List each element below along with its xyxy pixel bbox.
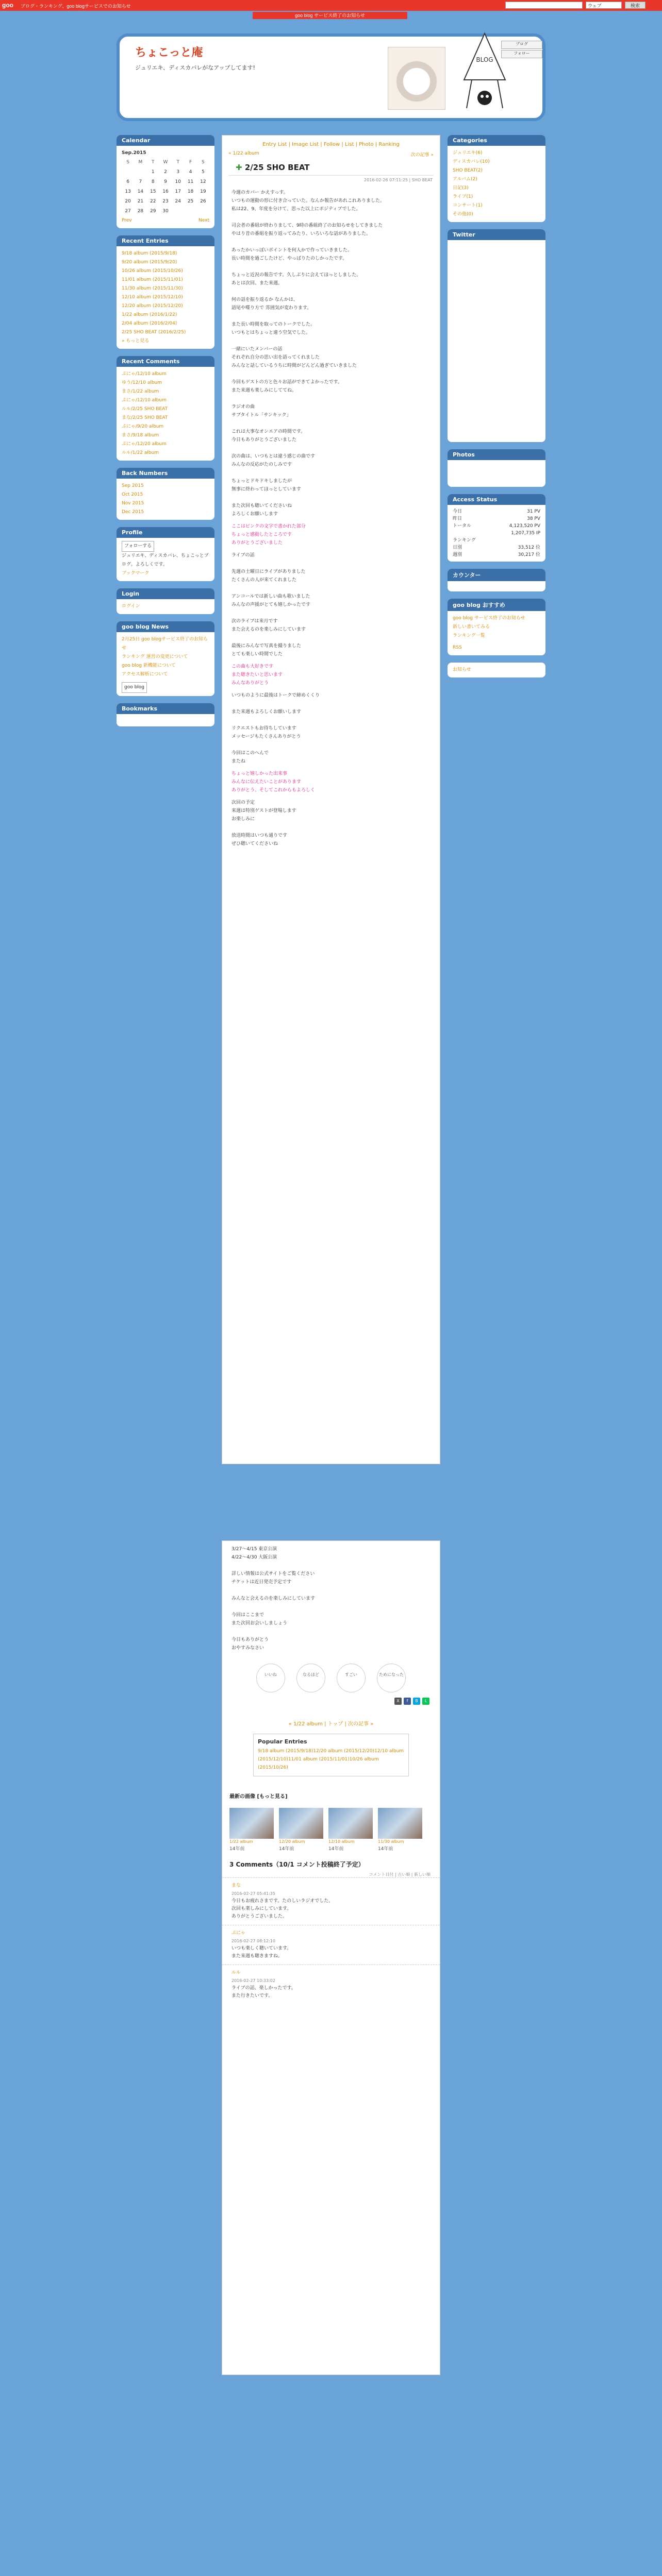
calendar-weekday: M	[138, 160, 143, 165]
category-link[interactable]: ジュリエキ(6)	[453, 150, 483, 156]
react-naruhodo-button[interactable]: なるほど	[296, 1664, 325, 1692]
category-link[interactable]: ディスカバレ(10)	[453, 159, 490, 164]
calendar-day[interactable]: 13	[125, 189, 131, 194]
follow-button[interactable]: フォローする	[122, 541, 154, 552]
entry-body-1: 今週のカバー かえすっす。 いつもの運動の形に付き合っていた。なんか報告があれこれありました。 私は22、9、年度を分けて、思った以上にポジティブでした。 司会者の番組が終わりまして、9時の番組終了のお知らせをしてきました やはり昔の番組を振り返ってみたり、いろいろな話がありました。 あったかいっぽいポイントを何人かで作っていきました。 長い時間を過ごしたけど、やっぱりたのしかったです。 ちょっと近況の報告です。久しぶりに会えてほっとしました。 あとは次回、また来週。	[231, 190, 385, 286]
search-button[interactable]: 検索	[625, 2, 646, 9]
recent-entry-link[interactable]: 9/20 album (2015/9/20)	[122, 260, 177, 265]
header-tab-blog[interactable]: ブログ	[501, 41, 542, 49]
calendar-day[interactable]: 8	[151, 179, 155, 184]
calendar-day[interactable]: 18	[187, 189, 194, 194]
recommend-box	[448, 599, 545, 655]
calendar-month: Sep.2015	[122, 150, 146, 156]
goo-logo[interactable]: goo	[2, 2, 13, 9]
calendar-day[interactable]: 9	[164, 179, 167, 184]
recent-image-thumb[interactable]	[229, 1808, 274, 1839]
category-link[interactable]: その他(0)	[453, 212, 473, 217]
recent-comment-link[interactable]: ルル/1/22 album	[122, 450, 159, 455]
header-photo	[388, 47, 445, 110]
calendar-day[interactable]: 19	[200, 189, 206, 194]
comment	[222, 1877, 440, 1925]
rss-link[interactable]: RSS	[453, 645, 462, 650]
recent-entry-link[interactable]: 10/26 album (2015/10/26)	[122, 268, 183, 274]
goo-news-link[interactable]: goo blog 新機能について	[122, 663, 176, 668]
bookmarks-box	[117, 703, 214, 726]
calendar-weekday: S	[126, 160, 129, 165]
comment-text: ライブの話、楽しかったです。 また行きたいです。	[231, 1986, 296, 1998]
recent-entry-link[interactable]: 11/30 album (2015/11/30)	[122, 286, 183, 291]
access-heading: Access Status	[448, 494, 545, 505]
access-row	[453, 530, 540, 537]
recent-entry-link[interactable]: 1/22 album (2016/1/22)	[122, 312, 177, 317]
calendar-week	[122, 167, 209, 177]
react-sugoi-button[interactable]: すごい	[337, 1664, 366, 1692]
category-link[interactable]: ライブ(1)	[453, 194, 473, 199]
calendar-day[interactable]: 4	[189, 170, 192, 175]
blog-sign-icon	[461, 31, 508, 113]
calendar-day[interactable]: 27	[125, 209, 131, 214]
calendar-day	[134, 167, 146, 177]
recommend-link[interactable]: ランキング一覧	[453, 633, 485, 638]
popular-entry-link[interactable]: 12/20 album (2015/12/20)	[313, 1749, 375, 1754]
recent-entries-more-link[interactable]: » もっと見る	[122, 338, 150, 344]
comments-heading: 3 Comments（10/1 コメント投稿終了予定）	[229, 1861, 365, 1868]
recent-image-age: 14年前	[378, 1846, 393, 1852]
access-label: 今日	[453, 509, 462, 514]
share-hatena-icon[interactable]: B	[413, 1698, 420, 1705]
recent-comment-link[interactable]: まな/2/25 SHO BEAT	[122, 415, 168, 420]
calendar-weekday: S	[201, 160, 205, 165]
entry-pink-2: この曲も大好きです また聴きたいと思います みんなありがとう	[231, 664, 283, 686]
main-entry-continued	[222, 1540, 440, 2375]
ranking-label: 週別	[453, 552, 462, 557]
entry-pink-3: ちょっと嬉しかった出来事 みんなに伝えたいことがあります ありがとう、そしてこれからもよろしく	[231, 771, 316, 793]
recommend-link[interactable]: goo blog サービス終了のお知らせ	[453, 616, 525, 621]
calendar-week	[122, 187, 209, 197]
right-sidebar	[448, 135, 545, 685]
comment-timestamp: 2016-02-27 10:33:02	[231, 1978, 275, 1983]
header-tab-follow[interactable]: フォロー	[501, 50, 542, 58]
blog-title[interactable]: ちょこっと庵	[135, 46, 203, 59]
category-link[interactable]: コンサート(1)	[453, 203, 483, 208]
popular-entry-link[interactable]: 12/10 album (2015/12/10)	[258, 1749, 404, 1762]
calendar-day[interactable]: 29	[150, 209, 156, 214]
recent-comment-link[interactable]: ルル/2/25 SHO BEAT	[122, 406, 168, 412]
share-line-icon[interactable]: L	[422, 1698, 429, 1705]
recent-entry-link[interactable]: 2/04 album (2016/2/04)	[122, 321, 177, 326]
reactions	[222, 1656, 440, 1692]
recent-comment-link[interactable]: ぷにゃ/12/10 album	[122, 371, 167, 377]
calendar-day[interactable]: 25	[187, 199, 194, 204]
recent-image-age: 14年前	[328, 1846, 344, 1852]
goo-badge[interactable]: goo blog	[122, 682, 147, 693]
popular-entry-link[interactable]: 9/18 album (2015/9/18)	[258, 1749, 313, 1754]
comment-author[interactable]: ぷにゃ	[231, 1930, 245, 1936]
backnumber-link[interactable]: Nov 2015	[122, 501, 144, 506]
calendar-week	[122, 207, 209, 216]
calendar-day[interactable]: 22	[150, 199, 156, 204]
recent-image[interactable]	[328, 1808, 373, 1852]
top-info[interactable]: ブログ・ランキング、goo blogサービスでのお知らせ	[21, 4, 131, 9]
calendar-next-link[interactable]: Next	[198, 218, 209, 223]
recent-image-age: 14年前	[279, 1846, 294, 1852]
search-scope-select[interactable]: ウェブ	[586, 2, 622, 9]
goo-news-heading: goo blog News	[117, 621, 214, 632]
backnumber-link[interactable]: Dec 2015	[122, 510, 144, 515]
recent-image-thumb[interactable]	[378, 1808, 422, 1839]
calendar-day[interactable]: 26	[200, 199, 206, 204]
access-label: トータル	[453, 523, 472, 529]
login-heading: Login	[117, 588, 214, 599]
categories-box	[448, 135, 545, 222]
recent-entry-link[interactable]: 12/20 album (2015/12/20)	[122, 303, 183, 309]
entry-nav-top[interactable]: Entry List | Image List | Follow | List | Photo | Ranking	[262, 142, 400, 147]
popular-entries	[253, 1734, 409, 1776]
ranking-value: 33,512 位	[518, 545, 540, 550]
calendar-day[interactable]: 23	[162, 199, 169, 204]
access-box	[448, 494, 545, 562]
recent-entries-heading: Recent Entries	[117, 235, 214, 246]
access-value: 31 PV	[527, 509, 540, 514]
react-like-button[interactable]: いいね	[256, 1664, 285, 1692]
calendar-day[interactable]: 16	[162, 189, 169, 194]
entry-body-2: 何の話を振り返るか なんかは、 語尾や喋り方で 雰囲気が変わります。 また長い時間を取ってのトークでした。 いつもとはちょっと違う空気でした。 一緒にいたメンバーの話 それぞれ自分の思い出を語ってくれました みんなと話しているうちに時間がどんどん過ぎていきました 今回もゲストの方と色々お話ができてよかったです。 また来週も楽しみにしててね。	[231, 297, 357, 393]
calendar-week	[122, 197, 209, 207]
calendar-day[interactable]: 12	[200, 179, 206, 184]
backnumbers-box	[117, 468, 214, 520]
comment-text: いつも楽しく聴いています。 また来週も聴きますね。	[231, 1946, 292, 1959]
calendar-day	[122, 167, 134, 177]
notice-link[interactable]: お知らせ	[453, 667, 471, 672]
calendar-weekday: T	[151, 160, 155, 165]
svg-text:BLOG: BLOG	[476, 56, 493, 63]
ranking-row	[453, 544, 540, 551]
recent-image[interactable]	[229, 1808, 274, 1852]
goo-news-link[interactable]: アクセス解析について	[122, 672, 168, 677]
share-x-icon[interactable]: X	[394, 1698, 402, 1705]
calendar-day[interactable]: 15	[150, 189, 156, 194]
calendar-day[interactable]: 28	[137, 209, 144, 214]
comment-text: 今日もお疲れさまです。たのしいラジオでした。 次回も楽しみにしています。 ありがとうございました。	[231, 1899, 334, 1919]
access-label: 昨日	[453, 516, 462, 521]
calendar-day[interactable]: 1	[151, 170, 155, 175]
recent-comment-link[interactable]: ぷにゃ/12/10 album	[122, 398, 167, 403]
entry-pink-1: ここはピンクの文字で書かれた部分 ちょっと感動したところです ありがとうございました	[231, 524, 306, 546]
notice-box	[448, 663, 545, 677]
recent-image-thumb[interactable]	[279, 1808, 323, 1839]
recent-entries-box	[117, 235, 214, 349]
ranking-row	[453, 551, 540, 558]
photos-heading: Photos	[448, 449, 545, 460]
entry-title-row	[228, 160, 434, 176]
calendar-day[interactable]: 11	[187, 179, 194, 184]
entry-body-5: いつものように最後はトークで締めくくり また来週もよろしくお願いします リクエストもお待ちしています メッセージもたくさんありがとう 今回はこのへんで またね	[231, 693, 320, 764]
share-facebook-icon[interactable]: f	[404, 1698, 411, 1705]
profile-heading: Profile	[117, 527, 214, 538]
comments-sort[interactable]: コメント日付 | 古い順 | 新しい順	[369, 1872, 431, 1877]
calendar-box	[117, 135, 214, 228]
calendar-day[interactable]: 21	[137, 199, 144, 204]
recent-image-caption[interactable]: 11/30 album	[378, 1839, 404, 1844]
recent-image-thumb[interactable]	[328, 1808, 373, 1839]
recent-comment-link[interactable]: ゆう/12/10 album	[122, 380, 162, 385]
calendar-day[interactable]: 5	[201, 170, 205, 175]
entry-body-3: ラジオの曲 サブタイトル「サンキック」 これは大事なオンエアの時間です。 今日もありがとうございました 次の曲は、いつもとは違う感じの曲です みんなの反応がたのしみです ちょっとドキドキしましたが 無事に終わってほっとしています また次回も聴いてくださいね よろしくお願いします	[231, 404, 316, 517]
calendar-day[interactable]: 10	[175, 179, 181, 184]
profile-bookmark-link[interactable]: ブックマーク	[122, 571, 150, 576]
comment-timestamp: 2016-02-27 08:12:10	[231, 1939, 275, 1943]
recent-image-caption[interactable]: 1/22 album	[229, 1839, 253, 1844]
goo-news-box	[117, 621, 214, 696]
access-value: 38 PV	[527, 516, 540, 521]
blog-description: ジュリエキ、ディスカバレがなアップしてます!	[135, 64, 255, 71]
share-row	[222, 1692, 440, 1710]
counter-box	[448, 569, 545, 591]
recent-images	[222, 1803, 440, 1852]
photos-box	[448, 449, 545, 487]
left-sidebar	[117, 135, 214, 734]
recent-comments-heading: Recent Comments	[117, 356, 214, 367]
entry-icon: ✚	[236, 163, 242, 172]
access-value: 4,123,520 PV	[509, 523, 540, 529]
backnumbers-heading: Back Numbers	[117, 468, 214, 479]
goo-news-link[interactable]: ランキング 運営の変更について	[122, 654, 188, 659]
calendar-heading: Calendar	[117, 135, 214, 146]
top-bar	[0, 0, 662, 11]
login-link[interactable]: ログイン	[122, 604, 140, 609]
calendar-table	[122, 158, 209, 216]
calendar-day[interactable]: 24	[175, 199, 181, 204]
access-row	[453, 522, 540, 530]
comment	[222, 1925, 440, 1964]
ranking-label: 日別	[453, 545, 462, 550]
calendar-weekday: W	[163, 160, 168, 165]
entry-body-6: 次回の予定 来週は特別ゲストが登場します お楽しみに 放送時間はいつも通りです ぜひ聴いてくださいね	[231, 800, 296, 846]
recent-comment-link[interactable]: まさ/1/22 album	[122, 389, 159, 394]
comment-author[interactable]: ルル	[231, 1970, 241, 1975]
prev-entry-link[interactable]: « 1/22 album	[228, 151, 259, 156]
bookmarks-heading: Bookmarks	[117, 703, 214, 714]
recommend-link[interactable]: 新しい書いてみる	[453, 624, 490, 630]
ranking-label: ランキング	[453, 538, 476, 543]
next-entry-link[interactable]: 次の記事 »	[410, 152, 434, 158]
popular-heading: Popular Entries	[258, 1738, 307, 1745]
service-notice-banner[interactable]: goo blog サービス終了のお知らせ	[253, 12, 407, 19]
popular-entry-link[interactable]: 11/01 album (2015/11/01)	[288, 1757, 350, 1762]
access-row	[453, 515, 540, 522]
goo-news-link[interactable]: 2月25日 goo blogサービス終了のお知らせ	[122, 637, 208, 651]
calendar-day[interactable]: 3	[176, 170, 180, 175]
recent-images-heading[interactable]: 最新の画像 [もっと見る]	[229, 1794, 288, 1800]
recent-entry-link[interactable]: 12/10 album (2015/12/10)	[122, 295, 183, 300]
entry-nav-bottom[interactable]: « 1/22 album | トップ | 次の記事 »	[288, 1721, 374, 1727]
calendar-day[interactable]: 7	[139, 179, 142, 184]
calendar-day	[197, 207, 209, 216]
recent-comment-link[interactable]: ぷにゃ/9/20 album	[122, 424, 164, 429]
calendar-day[interactable]: 30	[162, 209, 169, 214]
main-entry	[222, 135, 440, 1464]
recent-comment-link[interactable]: ぷにゃ/12/20 album	[122, 442, 167, 447]
category-link[interactable]: SHO BEAT(2)	[453, 168, 483, 173]
calendar-day[interactable]: 17	[175, 189, 181, 194]
recent-comments-box	[117, 356, 214, 461]
recent-entry-link[interactable]: 2/25 SHO BEAT (2016/2/25)	[122, 330, 186, 335]
calendar-day[interactable]: 20	[125, 199, 131, 204]
calendar-prev-link[interactable]: Prev	[122, 218, 132, 223]
entry-title[interactable]: 2/25 SHO BEAT	[244, 163, 310, 172]
popular-entry-link[interactable]: 10/26 album (2015/10/26)	[258, 1757, 379, 1770]
entry-meta: 2016-02-26 07:11:25 | SHO BEAT	[364, 178, 433, 182]
calendar-day	[172, 207, 184, 216]
calendar-day[interactable]: 14	[137, 189, 144, 194]
recent-comment-link[interactable]: まさ/9/18 album	[122, 433, 159, 438]
comment-author[interactable]: まな	[231, 1883, 241, 1888]
recent-image-age: 14年前	[229, 1846, 245, 1852]
recent-image-caption[interactable]: 12/20 album	[279, 1839, 305, 1844]
profile-text: ジュリエキ、ディスカバレ、ちょこっとブログ。よろしくです。	[122, 553, 209, 567]
react-tame-button[interactable]: ためになった	[377, 1664, 406, 1692]
entry-body-4: ライブの話 先週の土曜日にライブがありました たくさんの人が来てくれました アンコールでは新しい曲も歌いました みんなの声援がとても嬉しかったです 次のライブは来月です また会えるのを楽しみにしています 最後にみんなで写真を撮りました とても楽しい時間でした	[231, 553, 311, 657]
calendar-weekday: T	[176, 160, 180, 165]
recent-entry-link[interactable]: 11/01 album (2015/11/01)	[122, 277, 183, 282]
category-link[interactable]: アルバム(2)	[453, 177, 477, 182]
backnumber-link[interactable]: Oct 2015	[122, 492, 143, 497]
category-link[interactable]: 日記(3)	[453, 185, 469, 191]
calendar-day	[184, 207, 196, 216]
recommend-heading: goo blog おすすめ	[448, 599, 545, 611]
ranking-value: 30,217 位	[518, 552, 540, 557]
login-box	[117, 588, 214, 614]
search-input[interactable]	[505, 2, 583, 9]
backnumber-link[interactable]: Sep 2015	[122, 483, 144, 488]
profile-box	[117, 527, 214, 581]
recent-entry-link[interactable]: 9/18 album (2015/9/18)	[122, 251, 177, 256]
entry-body-7: 3/27〜4/15 東京公演 4/22〜4/30 大阪公演 詳しい情報は公式サイトをご覧ください チケットは近日発売予定です みんなと会えるのを楽しみにしています 今回はここまで また次回お会いしましょう 今日もありがとう おやすみなさい	[231, 1547, 316, 1651]
categories-heading: Categories	[448, 135, 545, 146]
access-value: 1,207,735 IP	[511, 531, 540, 536]
recent-image[interactable]	[279, 1808, 323, 1852]
comment-timestamp: 2016-02-27 05:41:35	[231, 1891, 275, 1896]
recent-image[interactable]	[378, 1808, 422, 1852]
calendar-week	[122, 177, 209, 187]
calendar-weekday: F	[189, 160, 192, 165]
twitter-box	[448, 229, 545, 442]
recent-image-caption[interactable]: 12/10 album	[328, 1839, 355, 1844]
access-row	[453, 508, 540, 515]
twitter-heading: Twitter	[448, 229, 545, 240]
comment	[222, 1964, 440, 2004]
calendar-day[interactable]: 6	[126, 179, 129, 184]
calendar-day[interactable]: 2	[164, 170, 167, 175]
counter-heading: カウンター	[448, 569, 545, 581]
